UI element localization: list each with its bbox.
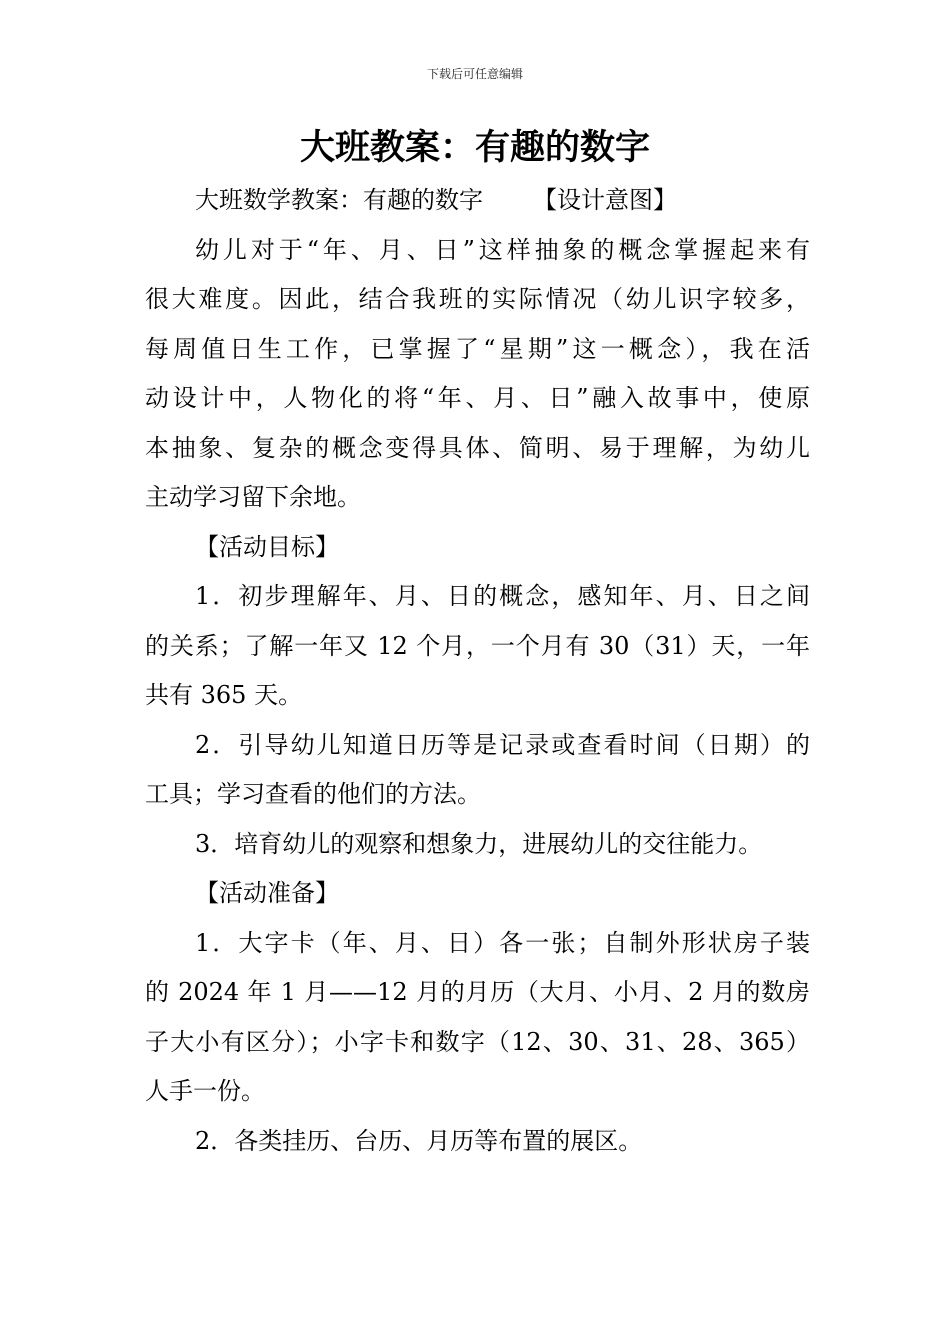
prep-heading: 【活动准备】 <box>195 879 339 907</box>
paragraph-line: 人手一份。 <box>145 1077 265 1105</box>
paragraph-line: 动设计中，人物化的将“年、月、日”融入故事中，使原 <box>145 384 810 412</box>
header-note: 下载后可任意编辑 <box>426 67 523 81</box>
subtitle-line <box>145 176 810 226</box>
paragraph-line: 工具；学习查看的他们的方法。 <box>145 780 481 808</box>
goal-item-2 <box>145 721 810 820</box>
prep-item-1 <box>145 919 810 1117</box>
document-title: 大班教案：有趣的数字 <box>299 128 650 168</box>
paragraph-line: 本抽象、复杂的概念变得具体、简明、易于理解，为幼儿 <box>145 433 810 462</box>
document-body <box>145 176 810 1166</box>
paragraph-line: 每周值日生工作，已掌握了“星期”这一概念），我在活 <box>145 334 810 363</box>
prep-item-2: 2．各类挂历、台历、月历等布置的展区。 <box>195 1126 643 1155</box>
paragraph-line: 1．大字卡（年、月、日）各一张；自制外形状房子装 <box>195 928 810 957</box>
design-heading: 【设计意图】 <box>533 186 677 214</box>
paragraph-line: 幼儿对于“年、月、日”这样抽象的概念掌握起来有 <box>195 235 810 264</box>
goals-heading: 【活动目标】 <box>195 532 339 561</box>
goal-item-3: 3．培育幼儿的观察和想象力，进展幼儿的交往能力。 <box>195 829 763 858</box>
paragraph-line: 共有 365 天。 <box>145 681 303 709</box>
subtitle: 大班数学教案：有趣的数字 <box>195 186 483 214</box>
paragraph-line: 的关系；了解一年又 12 个月，一个月有 30（31）天，一年 <box>145 631 810 660</box>
paragraph-line: 子大小有区分）；小字卡和数字（12、30、31、28、365） <box>145 1027 810 1056</box>
paragraph-line: 1．初步理解年、月、日的概念，感知年、月、日之间 <box>195 582 810 610</box>
paragraph-line: 很大难度。因此，结合我班的实际情况（幼儿识字较多， <box>145 285 810 313</box>
goal-item-1 <box>145 572 810 721</box>
paragraph-line: 2．引导幼儿知道日历等是记录或查看时间（日期）的 <box>195 730 810 759</box>
paragraph-line: 的 2024 年 1 月——12 月的月历（大月、小月、2 月的数房 <box>145 978 810 1006</box>
paragraph-line: 主动学习留下余地。 <box>145 483 361 511</box>
design-paragraph <box>145 226 810 523</box>
